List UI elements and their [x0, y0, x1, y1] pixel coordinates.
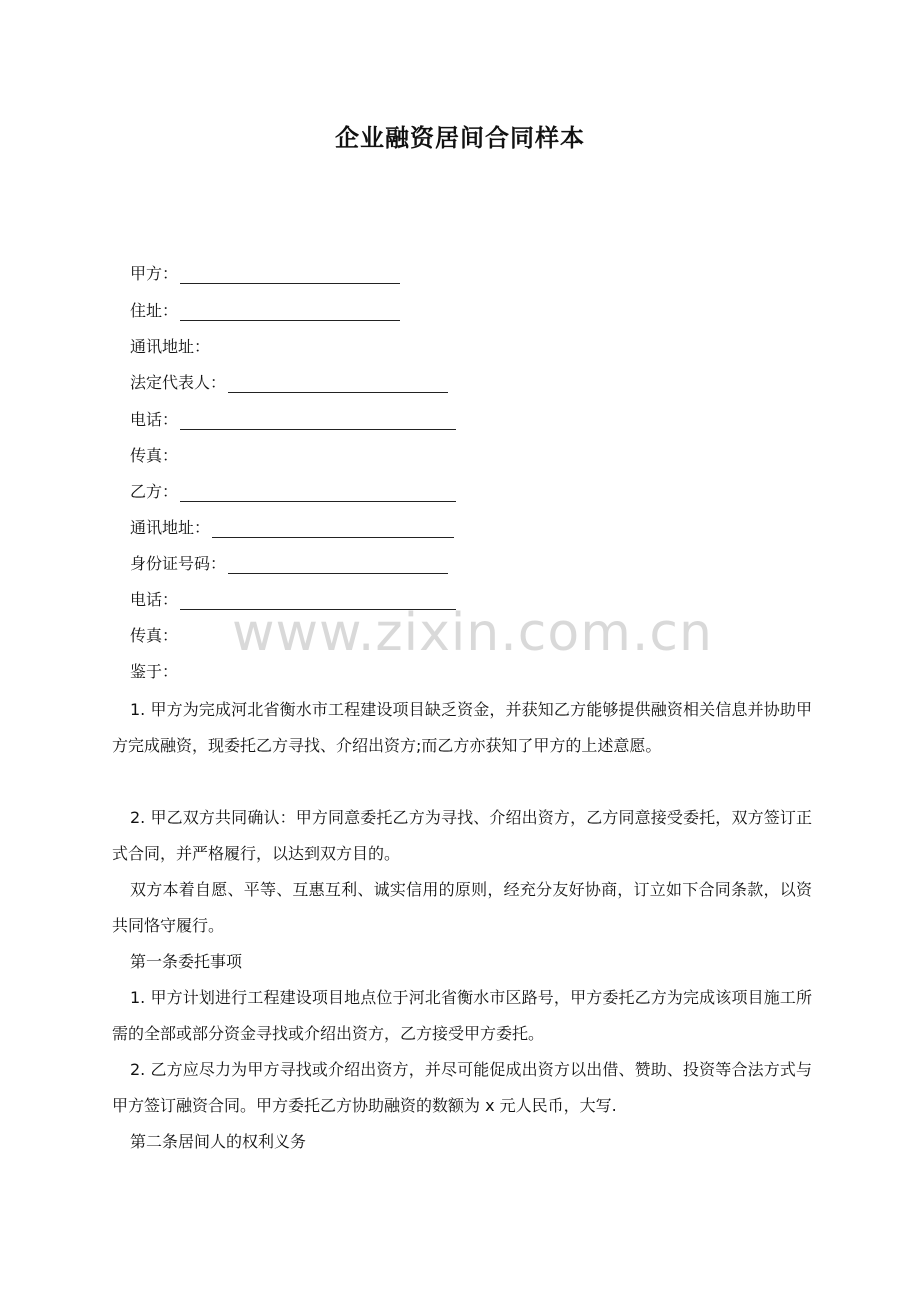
party-a-blank: [180, 266, 400, 284]
mail-address-b-blank: [212, 520, 454, 538]
party-a-label: 甲方：: [130, 264, 179, 283]
address-blank: [180, 303, 400, 321]
party-b-label: 乙方：: [130, 482, 179, 501]
party-b-blank: [180, 484, 456, 502]
fax-b-field: [130, 626, 178, 646]
section-heading-1: 第一条委托事项: [130, 952, 243, 971]
section-heading-2: 第二条居间人的权利义务: [130, 1132, 307, 1151]
fax-b-label: 传真：: [130, 626, 179, 645]
id-number-label: 身份证号码：: [130, 554, 227, 573]
address-field: [130, 301, 400, 321]
paragraph-1: 1. 甲方为完成河北省衡水市工程建设项目缺乏资金，并获知乙方能够提供融资相关信息并协助甲方完成融资，现委托乙方寻找、介绍出资方;而乙方亦获知了甲方的上述意愿。: [112, 700, 812, 755]
phone-a-label: 电话：: [130, 410, 179, 429]
party-b-field: [130, 482, 456, 502]
legal-rep-label: 法定代表人：: [130, 373, 227, 392]
address-label: 住址：: [130, 301, 179, 320]
legal-rep-field: [130, 373, 448, 393]
party-a-field: [130, 264, 400, 284]
phone-b-label: 电话：: [130, 590, 179, 609]
fax-a-field: [130, 446, 178, 466]
mail-address-a-field: [130, 337, 210, 357]
watermark: www.zixin.com.cn: [232, 603, 713, 663]
id-number-blank: [228, 556, 448, 574]
phone-b-field: [130, 590, 456, 610]
phone-b-blank: [180, 592, 456, 610]
paragraph-3: 双方本着自愿、平等、互惠互利、诚实信用的原则，经充分友好协商，订立如下合同条款，以资共同恪守履行。: [112, 880, 812, 935]
phone-a-blank: [180, 412, 456, 430]
paragraph-2: 2. 甲乙双方共同确认：甲方同意委托乙方为寻找、介绍出资方，乙方同意接受委托，双方签订正式合同，并严格履行，以达到双方目的。: [112, 808, 812, 863]
mail-address-b-label: 通讯地址：: [130, 518, 211, 537]
document-title: 企业融资居间合同样本: [335, 124, 585, 152]
legal-rep-blank: [228, 375, 448, 393]
paragraph-5: 2. 乙方应尽力为甲方寻找或介绍出资方，并尽可能促成出资方以出借、赞助、投资等合法方式与甲方签订融资合同。甲方委托乙方协助融资的数额为 x 元人民币，大写.: [112, 1060, 812, 1115]
fax-a-label: 传真：: [130, 446, 179, 465]
mail-address-a-label: 通讯地址：: [130, 337, 211, 356]
whereas-field: [130, 662, 178, 682]
id-number-field: [130, 554, 448, 574]
paragraph-4: 1. 甲方计划进行工程建设项目地点位于河北省衡水市区路号，甲方委托乙方为完成该项目施工所需的全部或部分资金寻找或介绍出资方，乙方接受甲方委托。: [112, 988, 812, 1043]
mail-address-b-field: [130, 518, 454, 538]
phone-a-field: [130, 410, 456, 430]
whereas-label: 鉴于：: [130, 662, 179, 681]
